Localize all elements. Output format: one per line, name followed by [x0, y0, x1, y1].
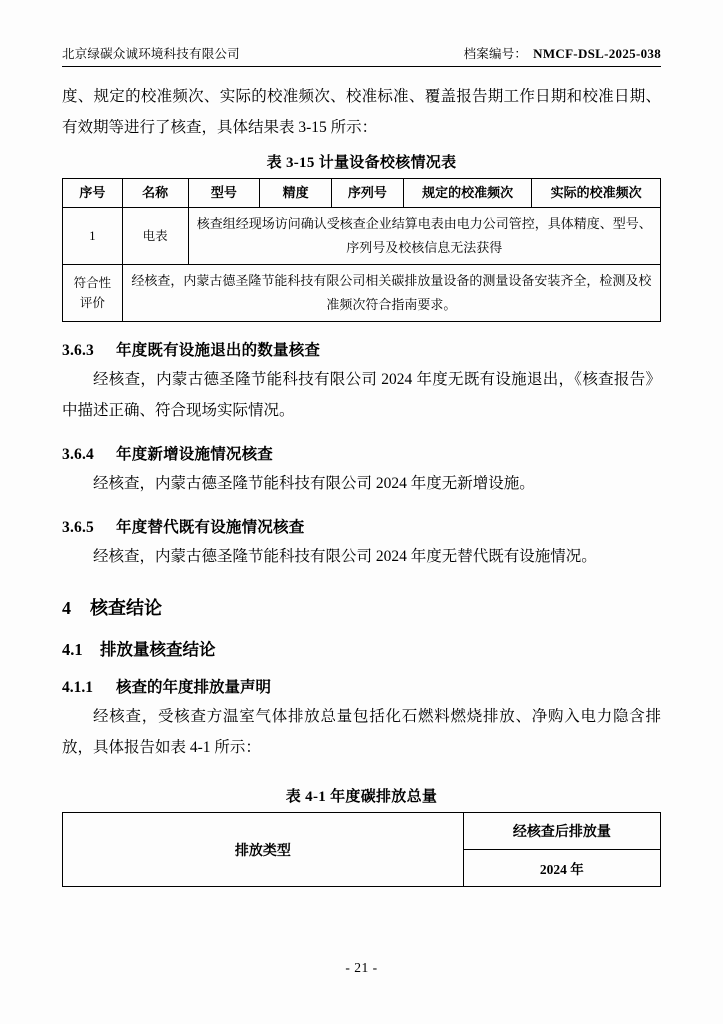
heading-chapter-4-number: 4 — [62, 598, 71, 618]
table-3-15-header-cell: 名称 — [122, 179, 188, 208]
heading-3-6-5-title: 年度替代既有设施情况核查 — [116, 519, 305, 536]
heading-3-6-4-title: 年度新增设施情况核查 — [116, 446, 274, 463]
paragraph-3-6-4: 经核查，内蒙古德圣隆节能科技有限公司 2024 年度无新增设施。 — [93, 475, 535, 492]
paragraph-3-6-5: 经核查，内蒙古德圣隆节能科技有限公司 2024 年度无替代既有设施情况。 — [93, 548, 597, 565]
heading-4-1 — [62, 636, 661, 660]
heading-3-6-5 — [62, 515, 661, 537]
table-3-15-row-name: 电表 — [122, 208, 188, 265]
table-3-15-header-cell: 规定的校准频次 — [403, 179, 532, 208]
page-header — [62, 44, 661, 66]
heading-3-6-5-number: 3.6.5 — [62, 519, 94, 536]
table-3-15-compliance-label: 符合性评价 — [63, 265, 123, 322]
table-row — [63, 208, 661, 265]
heading-4-1-1-number: 4.1.1 — [62, 679, 93, 696]
header-archive-group — [464, 44, 661, 62]
heading-chapter-4 — [62, 594, 661, 620]
paragraph-4-1-1: 经核查，受核查方温室气体排放总量包括化石燃料燃烧排放、净购入电力隐含排放，具体报告如表 4-1 所示： — [62, 708, 661, 756]
table-3-15 — [62, 178, 661, 322]
heading-3-6-3-title: 年度既有设施退出的数量核查 — [116, 342, 321, 359]
heading-3-6-4-number: 3.6.4 — [62, 446, 94, 463]
heading-4-1-title: 排放量核查结论 — [100, 640, 216, 659]
header-company-name: 北京绿碳众诚环境科技有限公司 — [62, 47, 240, 61]
heading-3-6-3-number: 3.6.3 — [62, 342, 94, 359]
table-row — [63, 813, 661, 850]
page-number: - 21 - — [345, 960, 378, 975]
table-3-15-header-cell: 序号 — [63, 179, 123, 208]
table-3-15-row-note: 核查组经现场访问确认受核查企业结算电表由电力公司管控，具体精度、型号、序列号及校核信息无法获得 — [188, 208, 660, 265]
heading-4-1-1 — [62, 675, 661, 697]
heading-4-1-1-title: 核查的年度排放量声明 — [116, 679, 272, 696]
table-row — [63, 265, 661, 322]
intro-paragraph: 度、规定的校准频次、实际的校准频次、校准标准、覆盖报告期工作日期和校准日期、有效期等进行了核查，具体结果表 3-15 所示： — [62, 88, 661, 136]
heading-chapter-4-title: 核查结论 — [90, 598, 162, 618]
table-row — [63, 179, 661, 208]
table-3-15-caption: 表 3-15 计量设备校核情况表 — [266, 155, 457, 171]
table-3-15-header-cell: 精度 — [260, 179, 332, 208]
table-3-15-header-cell: 序列号 — [332, 179, 404, 208]
heading-4-1-number: 4.1 — [62, 640, 83, 659]
heading-3-6-3 — [62, 338, 661, 360]
table-4-1-col1-header: 排放类型 — [63, 813, 464, 887]
table-3-15-row-no: 1 — [63, 208, 123, 265]
archive-number-label: 档案编号： — [463, 47, 528, 61]
heading-3-6-4 — [62, 442, 661, 464]
table-4-1-caption: 表 4-1 年度碳排放总量 — [285, 789, 438, 805]
table-4-1 — [62, 812, 661, 887]
archive-number-value: NMCF-DSL-2025-038 — [533, 46, 661, 61]
table-3-15-header-cell: 型号 — [188, 179, 260, 208]
table-3-15-compliance-text: 经核查，内蒙古德圣隆节能科技有限公司相关碳排放量设备的测量设备安装齐全，检测及校准频次符合指南要求。 — [122, 265, 660, 322]
table-4-1-col2-header: 经核查后排放量 — [463, 813, 660, 850]
paragraph-3-6-3: 经核查，内蒙古德圣隆节能科技有限公司 2024 年度无既有设施退出，《核查报告》中描述正确、符合现场实际情况。 — [62, 371, 661, 419]
table-4-1-year-header: 2024 年 — [463, 850, 660, 887]
header-divider — [62, 66, 661, 67]
table-3-15-header-cell: 实际的校准频次 — [532, 179, 661, 208]
